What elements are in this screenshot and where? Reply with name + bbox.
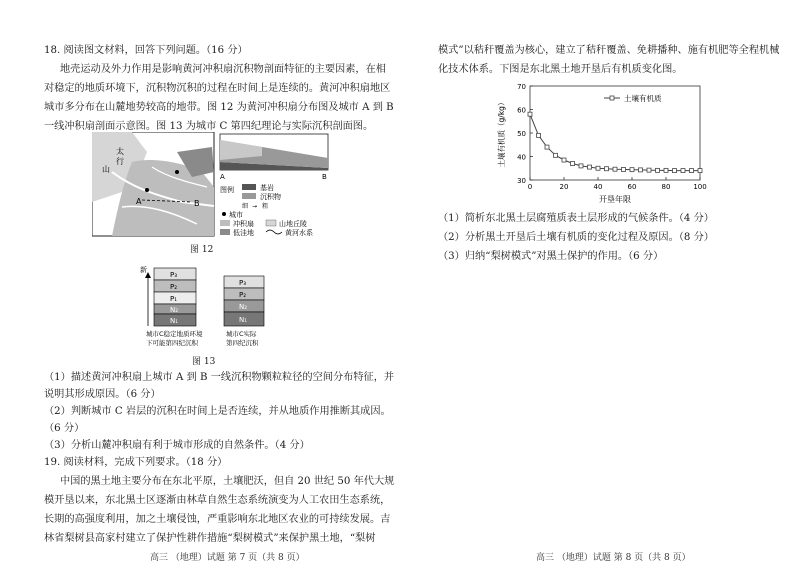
map-label: 山 [102,165,110,174]
city-dot [175,170,179,174]
data-point [673,169,677,173]
q19-para-line: 林省梨树县高家村建立了保护性耕作措施“梨树模式”来保护黑土地，“梨树 [44,533,376,544]
subquestion-line: （1）简析东北黑土层腐殖质表土层形成的气候条件。（4 分） [438,213,714,224]
layer-label: P₃ [239,279,247,287]
y-tick-label: 50 [517,130,526,138]
y-tick-label: 60 [517,106,526,115]
subquestion-line: （2）分析黑土开垦后土壤有机质的变化过程及原因。（8 分） [438,232,714,243]
subquestion-line: （3）归纳“梨树模式”对黑土保护的作用。（6 分） [438,251,664,262]
data-point [630,168,634,172]
data-point [562,158,566,162]
page-footer: 高三 （地理）试题 第 8 页（共 8 页） [536,553,691,563]
right-column-caption: 第四纪沉积 [226,339,259,347]
subquestion-line: （6 分） [44,423,85,434]
subquestion-line: （1）描述黄河冲积扇上城市 A 到 B 一线沉积物颗粒粒径的空间分布特征，并 [44,372,395,383]
data-point [545,145,549,149]
y-tick-label: 30 [517,177,526,185]
q18-para-line: 城市多分布在山麓地势较高的地带。图 12 为黄河冲积扇分布图及城市 A 到 B [44,102,394,113]
data-point [698,169,702,173]
layer-label: P₂ [170,283,178,291]
layer-label: P₂ [239,291,247,299]
section-b-label: B [322,173,327,181]
layer-label: P₁ [170,295,178,303]
data-point [681,169,685,173]
legend-marker [610,96,614,100]
data-point [664,168,668,172]
organic-matter-chart [490,78,715,208]
x-axis-label: 开垦年限 [599,195,631,204]
y-tick-label: 40 [517,153,526,162]
left-column [154,268,196,326]
x-tick-label: 40 [593,183,603,191]
q18-para-line: 对稳定的地质环境下，沉积物沉积的过程在时间上是连续的。黄河冲积扇地区 [44,83,391,94]
figure-13-caption: 图 13 [192,357,216,367]
x-tick-label: 100 [693,183,707,191]
data-point [613,167,617,171]
legend-item: 城市 [229,211,243,219]
subquestion-line: （2）判断城市 C 岩层的沉积在时间上是否连续，并从地质作用推断其成因。 [44,406,391,417]
data-point [690,169,694,173]
map-label: 太 [116,147,124,156]
q18-para-line: 地壳运动及外力作用是影响黄河冲积扇沉积物剖面特征的主要因素，在相 [60,64,386,75]
x-tick-label: 80 [661,183,671,191]
q18-para-line: 一线冲积扇剖面示意图。图 13 为城市 C 第四纪理论与实际沉积剖面图。 [44,121,374,132]
data-point [647,168,651,172]
data-point [528,112,532,116]
left-column-caption: 城市C稳定地质环境 [146,330,203,338]
x-tick-label: 0 [527,183,533,191]
subquestion-line: （3）分析山麓冲积扇有利于城市形成的自然条件。（4 分） [44,440,310,451]
x-tick-label: 60 [627,183,637,191]
data-point [605,167,609,171]
point-a-label: A [136,197,142,206]
layer-label: N₁ [170,317,179,325]
y-tick-label: 70 [517,83,526,91]
data-point [571,162,575,166]
data-point [579,164,583,168]
point-b-label: B [194,199,200,208]
legend-title: 图例 [220,186,234,194]
series-line [530,114,700,170]
plot-frame [530,86,700,180]
right-column-caption: 城市C实际 [226,330,257,338]
para-line: 模式”以秸秆覆盖为核心，建立了秸秆覆盖、免耕播种、施有机肥等全程机械 [438,45,780,56]
layer-label: P₃ [170,271,178,279]
section-a-label: A [220,173,225,181]
city-dot [145,188,149,192]
data-point [639,168,643,172]
data-point [537,133,541,137]
right-column [224,276,264,326]
subquestion-line: 说明其形成原因。（6 分） [44,389,161,400]
left-column-caption: 下可能第四纪沉积 [146,339,198,347]
data-point [554,153,558,157]
figure-12-caption: 图 12 [190,245,214,255]
q19-para-line: 模开垦以来，东北黑土区逐渐由林草自然生态系统演变为人工农田生态系统， [44,495,391,506]
legend-label: 土壤有机质 [624,94,662,103]
q19-para-line: 中国的黑土地主要分布在东北平原，土壤肥沃，但自 20 世纪 50 年代大规 [60,476,395,487]
legend-item: 冲积扇 [233,220,254,228]
q18-header: 18. 阅读图文材料，回答下列问题。（16 分） [44,45,248,56]
figure-13 [140,262,280,354]
q19-para-line: 长期的高强度利用，加之土壤侵蚀，严重影响东北地区农业的可持续发展。吉 [44,514,391,525]
figure-12 [92,132,332,240]
legend-item: 山地丘陵 [279,220,307,228]
axis-new-label: 新 [140,266,147,274]
layer-label: N₁ [239,316,248,324]
legend-item: 粗 [262,203,269,210]
legend-item: 细 [242,203,249,210]
layer-label: N₂ [239,303,248,311]
data-point [596,166,600,170]
right-page [400,0,800,566]
page-footer: 高三 （地理）试题 第 7 页（共 8 页） [150,553,305,563]
data-point [622,167,626,171]
legend-item: 黄河水系 [285,229,313,237]
q19-header: 19. 阅读材料，完成下列要求。（18 分） [44,457,228,468]
para-line: 化技术体系。下图是东北黑土地开垦后有机质变化图。 [438,64,683,75]
map-label: 行 [116,157,124,166]
layer-label: N₂ [170,306,179,314]
data-point [656,168,660,172]
arrow-icon: → [252,203,258,210]
data-point [588,165,592,169]
y-axis-label: 土壤有机质（g/kg） [497,98,506,168]
x-tick-label: 20 [559,183,569,191]
legend-item: 沉积物 [260,193,281,201]
legend-item: 基岩 [260,184,274,192]
legend-item: 低洼地 [233,229,254,237]
